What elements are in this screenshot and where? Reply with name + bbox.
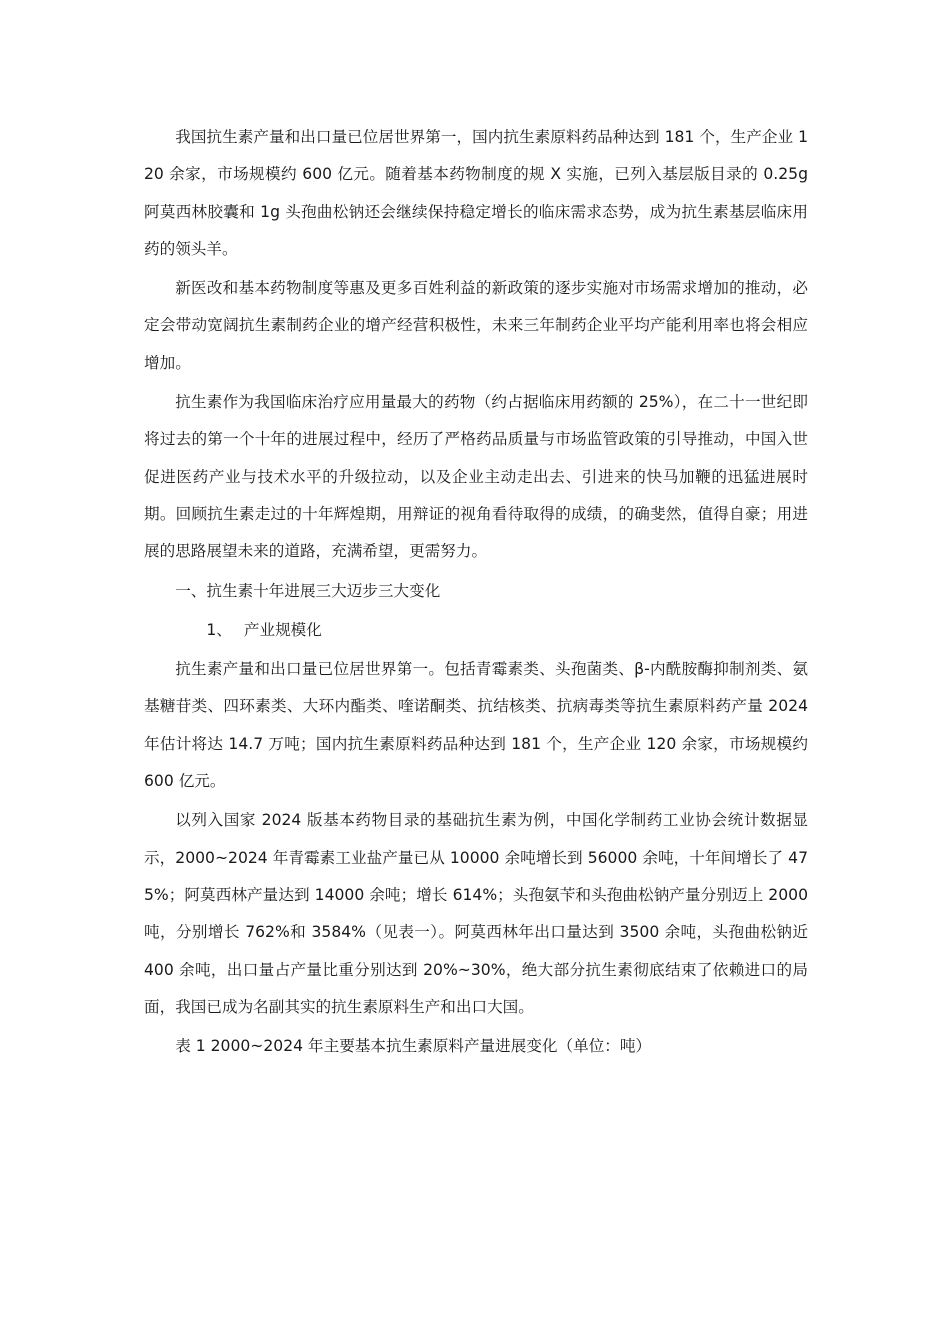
paragraph-2: 新医改和基本药物制度等惠及更多百姓利益的新政策的逐步实施对市场需求增加的推动，必定会带动宽阔抗生素制药企业的增产经营积极性，未来三年制药企业平均产能利用率也将会相应增加。 (144, 279, 808, 372)
document-body (144, 119, 808, 1065)
sub-heading-number: 1、 (206, 620, 232, 639)
paragraph-3: 抗生素作为我国临床治疗应用量最大的药物（约占据临床用药额的 25%），在二十一世纪即将过去的第一个十年的进展过程中，经历了严格药品质量与市场监管政策的引导推动，中国入世促进医药产业与技术水平的升级拉动，以及企业主动走出去、引进来的快马加鞭的迅猛进展时期。回顾抗生素走过的十年辉煌期，用辩证的视角看待取得的成绩，的确斐然，值得自豪；用进展的思路展望未来的道路，充满希望，更需努力。 (144, 393, 808, 561)
table-caption: 表 1 2000~2024 年主要基本抗生素原料产量进展变化（单位：吨） (175, 1037, 652, 1056)
section-heading: 一、抗生素十年进展三大迈步三大变化 (175, 581, 441, 600)
paragraph-1: 我国抗生素产量和出口量已位居世界第一，国内抗生素原料药品种达到 181 个，生产企业 120 余家，市场规模约 600 亿元。随着基本药物制度的规 X 实施，已列入基层版目录的 0.25g 阿莫西林胶囊和 1g 头孢曲松钠还会继续保持稳定增长的临床需求态势，成为抗生素基层临床用药的领头羊。 (144, 128, 808, 258)
paragraph-5: 以列入国家 2024 版基本药物目录的基础抗生素为例，中国化学制药工业协会统计数据显示，2000~2024 年青霉素工业盐产量已从 10000 余吨增长到 56000 余吨，十年间增长了 475%；阿莫西林产量达到 14000 余吨；增长 614%；头孢氨苄和头孢曲松钠产量分别迈上 2000 吨，分别增长 762%和 3584%（见表一）。阿莫西林年出口量达到 3500 余吨，头孢曲松钠近 400 余吨，出口量占产量比重分别达到 20%~30%，绝大部分抗生素彻底结束了依赖进口的局面，我国已成为名副其实的抗生素原料生产和出口大国。 (144, 811, 808, 1016)
paragraph-4: 抗生素产量和出口量已位居世界第一。包括青霉素类、头孢菌类、β-内酰胺酶抑制剂类、氨基糖苷类、四环素类、大环内酯类、喹诺酮类、抗结核类、抗病毒类等抗生素原料药产量 2024 年估计将达 14.7 万吨；国内抗生素原料药品种达到 181 个，生产企业 120 余家，市场规模约 600 亿元。 (144, 660, 808, 791)
sub-heading-text: 产业规模化 (243, 620, 322, 639)
sub-heading (144, 612, 808, 649)
